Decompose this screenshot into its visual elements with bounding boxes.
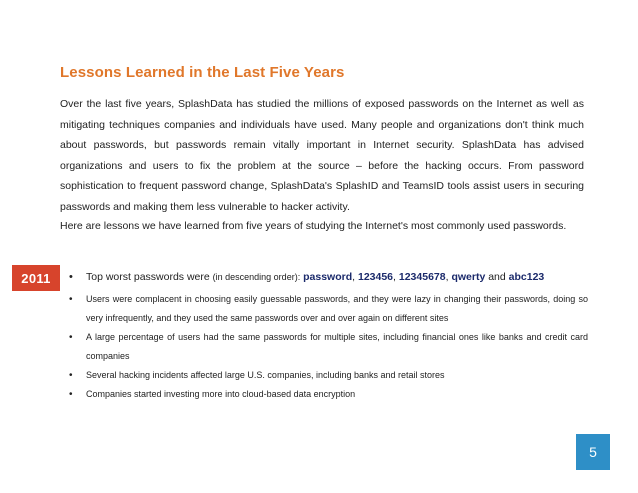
intro-paragraph: Over the last five years, SplashData has studied the millions of exposed passwords on the Internet as well as mitigating techniques companies and individuals have used. Many people and organizations don't think much about passwords, but passwords remain vitally important in Internet security. SplashData has advised organizations and users to fix the problem at the source – before the hacking occurs. From password sophistication to frequent password change, SplashData's SplashID and TeamsID tools assist users in securing passwords and making them less vulnerable to hacker activity.	[60, 98, 584, 213]
page-number-badge: 5	[576, 434, 610, 470]
bullet-prefix: Top worst passwords were	[86, 271, 210, 283]
slide-heading: Lessons Learned in the Last Five Years	[60, 64, 345, 81]
password-2: 123456	[357, 271, 394, 283]
password-1: password	[303, 271, 353, 283]
and-word: and	[488, 271, 506, 283]
year-badge: 2011	[12, 265, 60, 291]
password-5: abc123	[508, 271, 545, 283]
list-item	[66, 266, 588, 288]
password-3: 12345678	[398, 271, 446, 283]
password-separator: ,	[352, 271, 356, 283]
password-separator: ,	[445, 271, 449, 283]
list-item: • Users were complacent in choosing easily guessable passwords, and they were lazy in changing their passwords, doing so very infrequently, and they used the same passwords over and over again on different sites	[66, 290, 588, 328]
bullet-note: (in descending order):	[212, 272, 301, 282]
lessons-list	[66, 266, 588, 404]
password-separator: ,	[393, 271, 396, 283]
list-item: • A large percentage of users had the same passwords for multiple sites, including financial ones like banks and credit card companies	[66, 328, 588, 366]
lessons-paragraph: Here are lessons we have learned from five years of studying the Internet's most commonly used passwords.	[60, 220, 567, 232]
list-item: • Companies started investing more into cloud-based data encryption	[66, 385, 588, 404]
password-4: qwerty	[451, 271, 486, 283]
list-item: • Several hacking incidents affected large U.S. companies, including banks and retail stores	[66, 366, 588, 385]
